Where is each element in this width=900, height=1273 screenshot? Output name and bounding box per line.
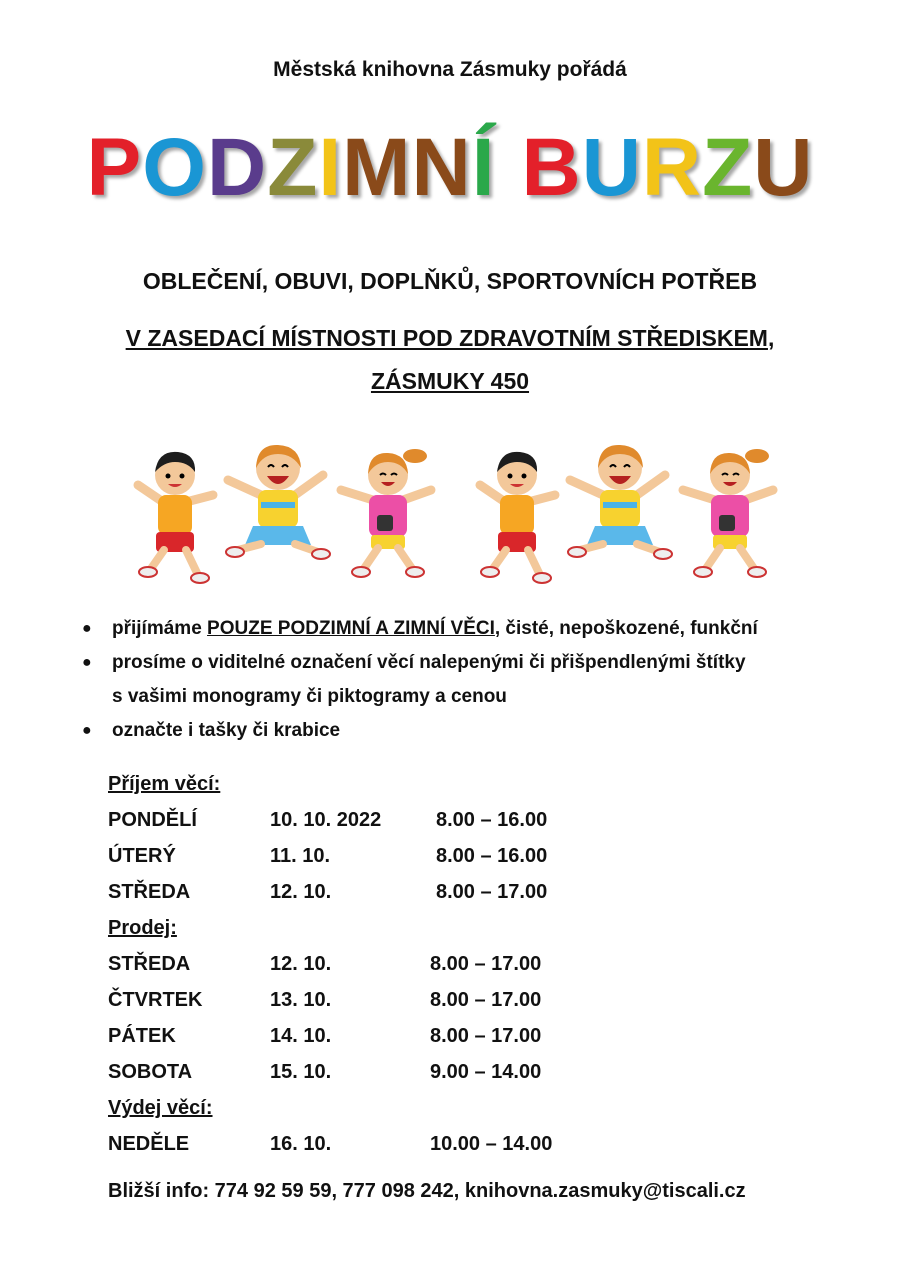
girl-figure (341, 449, 431, 577)
sale-heading: Prodej: (108, 917, 177, 939)
schedule-row: ÚTERÝ 11. 10. 8.00 – 16.00 (108, 845, 548, 867)
rule-item: ● prosíme o viditelné označení věcí nalepenými či přišpendlenými štítky s vašimi monogramy či piktogramy a cenou (80, 646, 870, 714)
schedule-row: NEDĚLE 16. 10. 10.00 – 14.00 (108, 1133, 553, 1155)
bullet-icon: ● (82, 620, 92, 637)
rules-list (80, 612, 870, 748)
schedule-row: PÁTEK 14. 10. 8.00 – 17.00 (108, 1025, 542, 1047)
title-letter: D (207, 122, 268, 213)
bullet-icon: ● (82, 654, 92, 671)
contact-info: Bližší info: 774 92 59 59, 777 098 242, knihovna.zasmuky@tiscali.cz (108, 1180, 746, 1202)
bullet-icon: ● (82, 722, 92, 739)
title-letter: O (142, 122, 208, 213)
title-letter: R (641, 122, 703, 213)
venue-line-1: V ZASEDACÍ MÍSTNOSTI POD ZDRAVOTNÍM STŘEDISKEM, (125, 325, 775, 351)
schedule-row: PONDĚLÍ 10. 10. 2022 8.00 – 16.00 (108, 809, 548, 831)
girl-figure (226, 445, 330, 559)
venue-line-2: ZÁSMUKY 450 (370, 368, 530, 394)
schedule-row: SOBOTA 15. 10. 9.00 – 14.00 (108, 1061, 542, 1083)
schedule (108, 766, 708, 1162)
title-letter: P (86, 122, 143, 213)
rule-item: ● označte i tašky či krabice (80, 714, 870, 748)
title-letter: Z (267, 122, 319, 213)
pickup-heading: Výdej věcí: (108, 1097, 213, 1119)
jumping-kids-illustration (128, 440, 778, 590)
items-subtitle: OBLEČENÍ, OBUVI, DOPLŇKŮ, SPORTOVNÍCH POTŘEB (142, 268, 758, 294)
title-letter: U (581, 122, 642, 213)
title-letter: B (521, 122, 582, 213)
title-letter: Í (471, 122, 496, 213)
organizer-line: Městská knihovna Zásmuky pořádá (273, 58, 627, 81)
title-letter: U (753, 122, 814, 213)
rule-item: ● přijímáme POUZE PODZIMNÍ A ZIMNÍ VĚCI, čisté, nepoškozené, funkční (80, 612, 870, 646)
title-letter: N (411, 122, 472, 213)
boy-figure (138, 452, 213, 583)
title-letter: I (318, 122, 343, 213)
schedule-row: STŘEDA 12. 10. 8.00 – 17.00 (108, 953, 542, 975)
intake-heading: Příjem věcí: (108, 773, 221, 795)
schedule-row: ČTVRTEK 13. 10. 8.00 – 17.00 (108, 989, 542, 1011)
schedule-row: STŘEDA 12. 10. 8.00 – 17.00 (108, 881, 548, 903)
event-title (0, 118, 900, 218)
title-letter: Z (702, 122, 754, 213)
title-letter: M (342, 122, 412, 213)
